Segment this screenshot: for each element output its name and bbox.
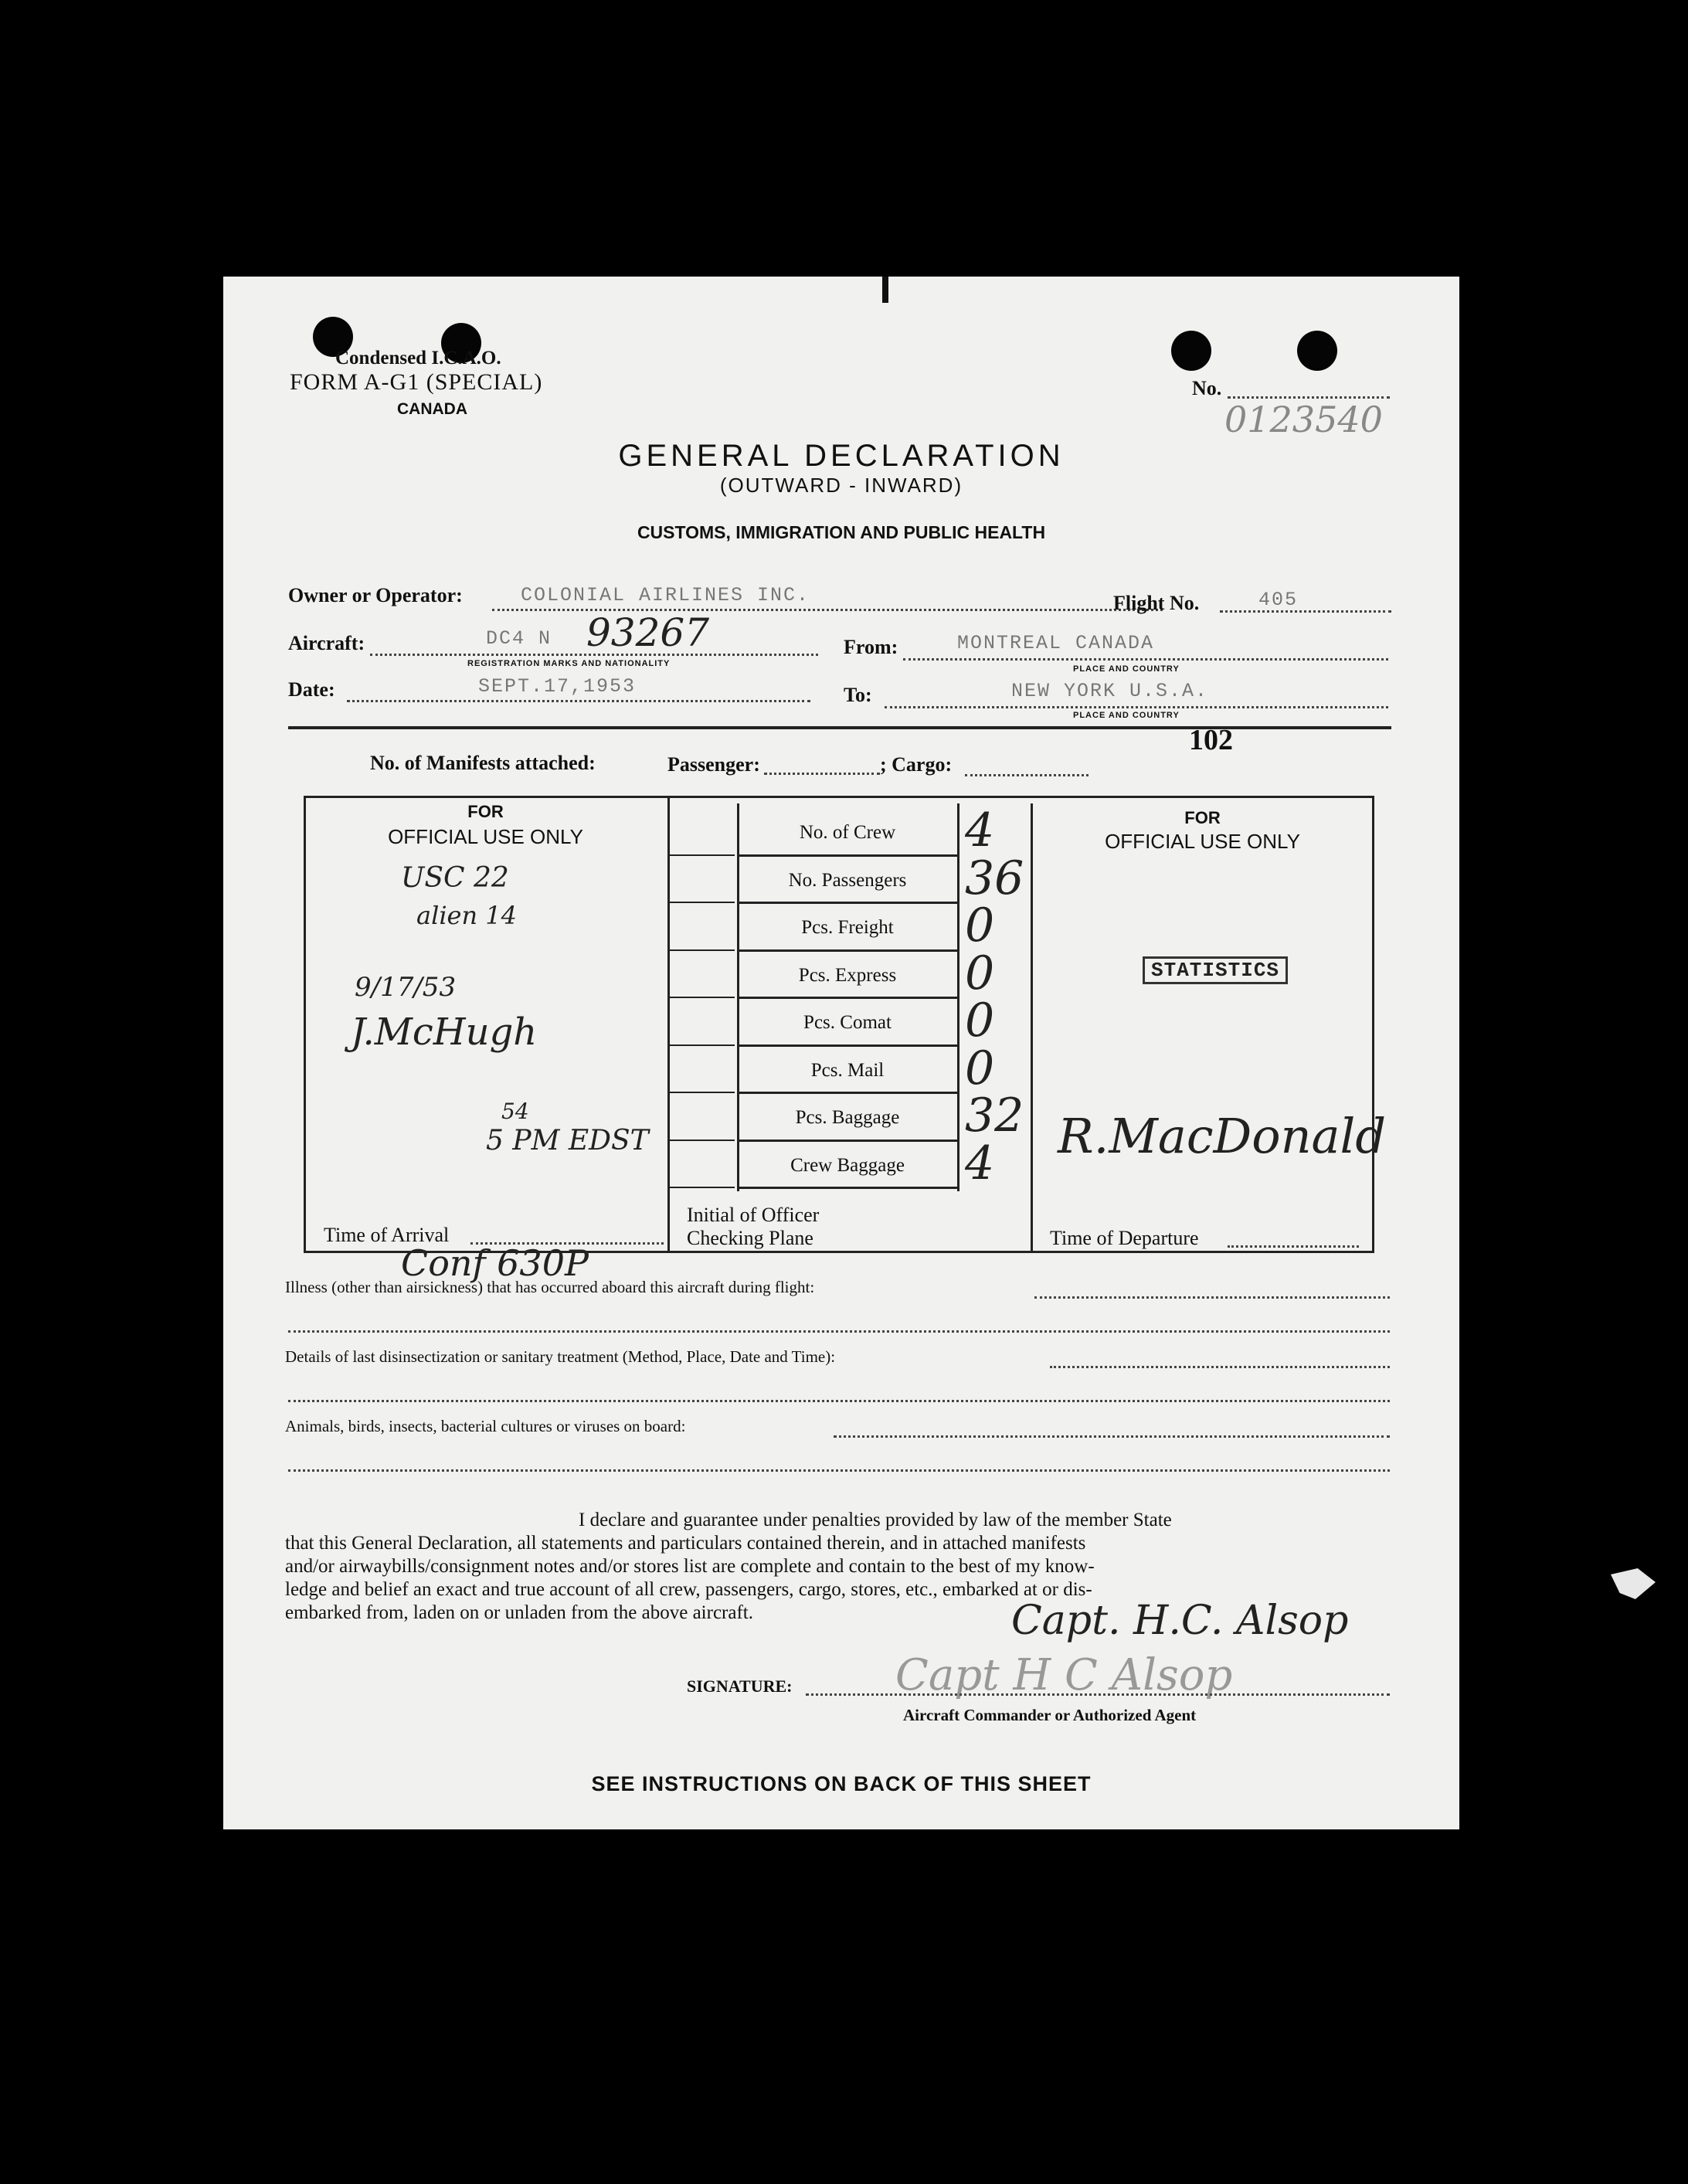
- row-divider: [739, 1187, 957, 1189]
- form-sheet: [223, 277, 1459, 1829]
- aircraft-caption: REGISTRATION MARKS AND NATIONALITY: [467, 659, 671, 668]
- illness-label: Illness (other than airsickness) that has occurred aboard this aircraft during flight:: [285, 1278, 815, 1296]
- form-condensed-label: Condensed I.C.A.O.: [335, 348, 501, 369]
- arrival-time-superscript: 54: [501, 1099, 529, 1124]
- aircraft-registration: 93267: [586, 610, 710, 655]
- row-value: 0: [965, 993, 995, 1048]
- aircraft-label: Aircraft:: [288, 632, 365, 654]
- date-label: Date:: [288, 678, 335, 701]
- row-label: Crew Baggage: [790, 1154, 905, 1176]
- row-divider: [739, 997, 957, 999]
- left-note-usc: USC 22: [401, 862, 509, 894]
- form-country: CANADA: [397, 400, 467, 418]
- row-check-divider: [670, 902, 735, 903]
- row-check-divider: [670, 1092, 735, 1093]
- row-label: No. of Crew: [799, 822, 896, 843]
- row-value: 32: [965, 1089, 1024, 1143]
- row-label: No. Passengers: [788, 869, 907, 891]
- owner-value: COLONIAL AIRLINES INC.: [521, 584, 810, 606]
- declaration-line-3: and/or airwaybills/consignment notes and/or stores list are complete and contain to the best of my know-: [285, 1556, 1095, 1577]
- row-value: 4: [965, 1136, 995, 1191]
- arrival-label: Time of Arrival: [324, 1224, 450, 1246]
- declaration-line-1: I declare and guarantee under penalties provided by law of the member State: [579, 1510, 1172, 1530]
- row-label: Pcs. Comat: [803, 1012, 892, 1033]
- to-label: To:: [844, 684, 872, 706]
- stamp-number: 102: [1189, 724, 1233, 756]
- row-divider: [739, 1140, 957, 1142]
- row-value: 36: [965, 851, 1024, 905]
- signature-caption: Aircraft Commander or Authorized Agent: [903, 1706, 1197, 1724]
- conf-note: Conf 630P: [401, 1242, 589, 1284]
- from-caption: PLACE AND COUNTRY: [1073, 664, 1180, 674]
- left-date-note: 9/17/53: [355, 972, 457, 1003]
- staple-mark: [882, 277, 888, 303]
- left-note-alien: alien 14: [416, 901, 517, 930]
- row-check-divider: [670, 1044, 735, 1046]
- from-value: MONTREAL CANADA: [957, 632, 1155, 654]
- left-official-label: OFFICIAL USE ONLY: [388, 825, 583, 848]
- animals-label: Animals, birds, insects, bacterial cultures or viruses on board:: [285, 1417, 686, 1435]
- departure-label: Time of Departure: [1050, 1227, 1199, 1249]
- officer-initials: J.McHugh: [351, 1010, 538, 1054]
- paper-scrap: [1611, 1568, 1656, 1599]
- no-label: No.: [1192, 377, 1222, 399]
- punch-hole: [1297, 331, 1337, 371]
- customs-subtitle: CUSTOMS, IMMIGRATION AND PUBLIC HEALTH: [637, 522, 1046, 542]
- row-label: Pcs. Mail: [810, 1059, 885, 1081]
- row-check-divider: [670, 949, 735, 951]
- row-check-divider: [670, 1187, 735, 1188]
- commander-signature: Capt H C Alsop: [895, 1650, 1233, 1700]
- row-label: Pcs. Express: [798, 964, 897, 986]
- cargo-manifest-label: ; Cargo:: [880, 753, 953, 776]
- row-divider: [739, 949, 957, 952]
- form-number: FORM A-G1 (SPECIAL): [290, 369, 543, 395]
- officer-label-1: Initial of Officer: [687, 1204, 820, 1226]
- row-value: 4: [965, 803, 995, 858]
- left-for-label: FOR: [467, 802, 504, 821]
- to-value: NEW YORK U.S.A.: [1011, 680, 1209, 702]
- right-for-label: FOR: [1184, 808, 1221, 827]
- punch-hole: [1171, 331, 1211, 371]
- row-value: 0: [965, 946, 995, 1000]
- arrival-time-value: 5 PM EDST: [486, 1125, 649, 1157]
- officer-signature: R.MacDonald: [1058, 1108, 1387, 1164]
- owner-label: Owner or Operator:: [288, 584, 463, 606]
- row-check-divider: [670, 854, 735, 856]
- passenger-manifest-label: Passenger:: [667, 753, 760, 776]
- to-caption: PLACE AND COUNTRY: [1073, 711, 1180, 720]
- signature-label: SIGNATURE:: [687, 1676, 793, 1696]
- row-divider: [739, 1092, 957, 1094]
- from-label: From:: [844, 636, 898, 658]
- right-official-label: OFFICIAL USE ONLY: [1105, 830, 1300, 853]
- row-label: Pcs. Freight: [801, 917, 894, 938]
- officer-label-2: Checking Plane: [687, 1227, 813, 1249]
- declaration-number: 0123540: [1224, 399, 1383, 440]
- row-label: Pcs. Baggage: [795, 1107, 900, 1128]
- row-value: 0: [965, 1041, 995, 1095]
- disinsectization-label: Details of last disinsectization or sanitary treatment (Method, Place, Date and Time):: [285, 1347, 836, 1366]
- footer-instructions: SEE INSTRUCTIONS ON BACK OF THIS SHEET: [591, 1772, 1092, 1795]
- row-divider: [739, 902, 957, 904]
- flight-value: 405: [1258, 589, 1299, 611]
- declaration-line-5: embarked from, laden on or unladen from the above aircraft.: [285, 1602, 753, 1623]
- declaration-line-4: ledge and belief an exact and true account of all crew, passengers, cargo, stores, etc., embarked at or dis-: [285, 1579, 1092, 1600]
- declaration-line-2: that this General Declaration, all statements and particulars contained therein, and in attached manifests: [285, 1533, 1086, 1554]
- date-value: SEPT.17,1953: [478, 675, 637, 698]
- aircraft-type: DC4 N: [486, 627, 552, 650]
- row-value: 0: [965, 898, 995, 953]
- row-divider: [739, 1044, 957, 1047]
- page-subtitle: (OUTWARD - INWARD): [719, 474, 963, 497]
- flight-label: Flight No.: [1113, 592, 1200, 614]
- row-divider: [739, 854, 957, 857]
- row-check-divider: [670, 1140, 735, 1141]
- page-title: GENERAL DECLARATION: [618, 439, 1065, 473]
- statistics-stamp: STATISTICS: [1143, 956, 1288, 984]
- row-check-divider: [670, 997, 735, 998]
- commander-signature-top: Capt. H.C. Alsop: [1011, 1598, 1349, 1644]
- manifests-label: No. of Manifests attached:: [370, 752, 596, 774]
